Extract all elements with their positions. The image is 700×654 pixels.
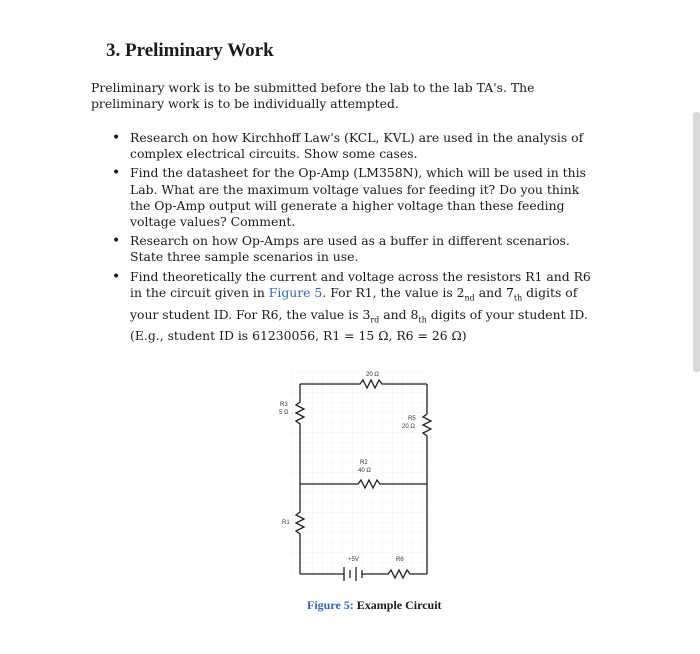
caption-text: Example Circuit [353, 598, 442, 612]
list-item: • Find theoretically the current and voltage across the resistors R1 and R6 in the circuit given in Figure 5. For R1, the value is $2_{nd}$ and $7_{th}$ digits of your student ID. For R6, the value is $3_{rd}$ and $8_{th}$ digits of your student ID. (E.g., student ID is 61230056, R1 = 15 Ω, R6 = 26 Ω) [112, 268, 591, 344]
figure-caption [307, 598, 442, 613]
r3-label: R3 [280, 402, 288, 408]
top-resistor-value: 20 Ω [366, 372, 379, 378]
section-heading: 3. Preliminary Work [106, 40, 274, 61]
intro-paragraph: Preliminary work is to be submitted before the lab to the lab TA's. The preliminary work is to be individually attempted. [91, 80, 535, 111]
grid-background [290, 372, 430, 577]
list-item: • Find the datasheet for the Op-Amp (LM358N), which will be used in this Lab. What are the maximum voltage values for feeding it? Do you think the Op-Amp output will generate a higher voltage than these feeding voltage values? Comment. [112, 165, 586, 230]
bullet-list [112, 130, 602, 347]
r2-label: R2 [360, 460, 368, 466]
r2-value: 40 Ω [358, 468, 371, 474]
r1-label: R1 [282, 520, 290, 526]
r6-label: R6 [396, 557, 404, 563]
caption-label: Figure 5: [307, 598, 354, 612]
list-item: • Research on how Op-Amps are used as a buffer in different scenarios. State three sample scenarios in use. [112, 233, 570, 265]
r5-label: R5 [408, 416, 416, 422]
figure-reference-link[interactable]: Figure 5 [268, 284, 323, 300]
list-item: • Research on how Kirchhoff Law's (KCL, KVL) are used in the analysis of complex electrical circuits. Show some cases. [112, 130, 584, 162]
r5-value: 20 Ω [402, 424, 415, 430]
circuit-diagram [262, 362, 442, 587]
source-label: +5V [348, 557, 359, 563]
scrollbar[interactable] [693, 112, 700, 372]
r3-value: 5 Ω [279, 410, 289, 416]
